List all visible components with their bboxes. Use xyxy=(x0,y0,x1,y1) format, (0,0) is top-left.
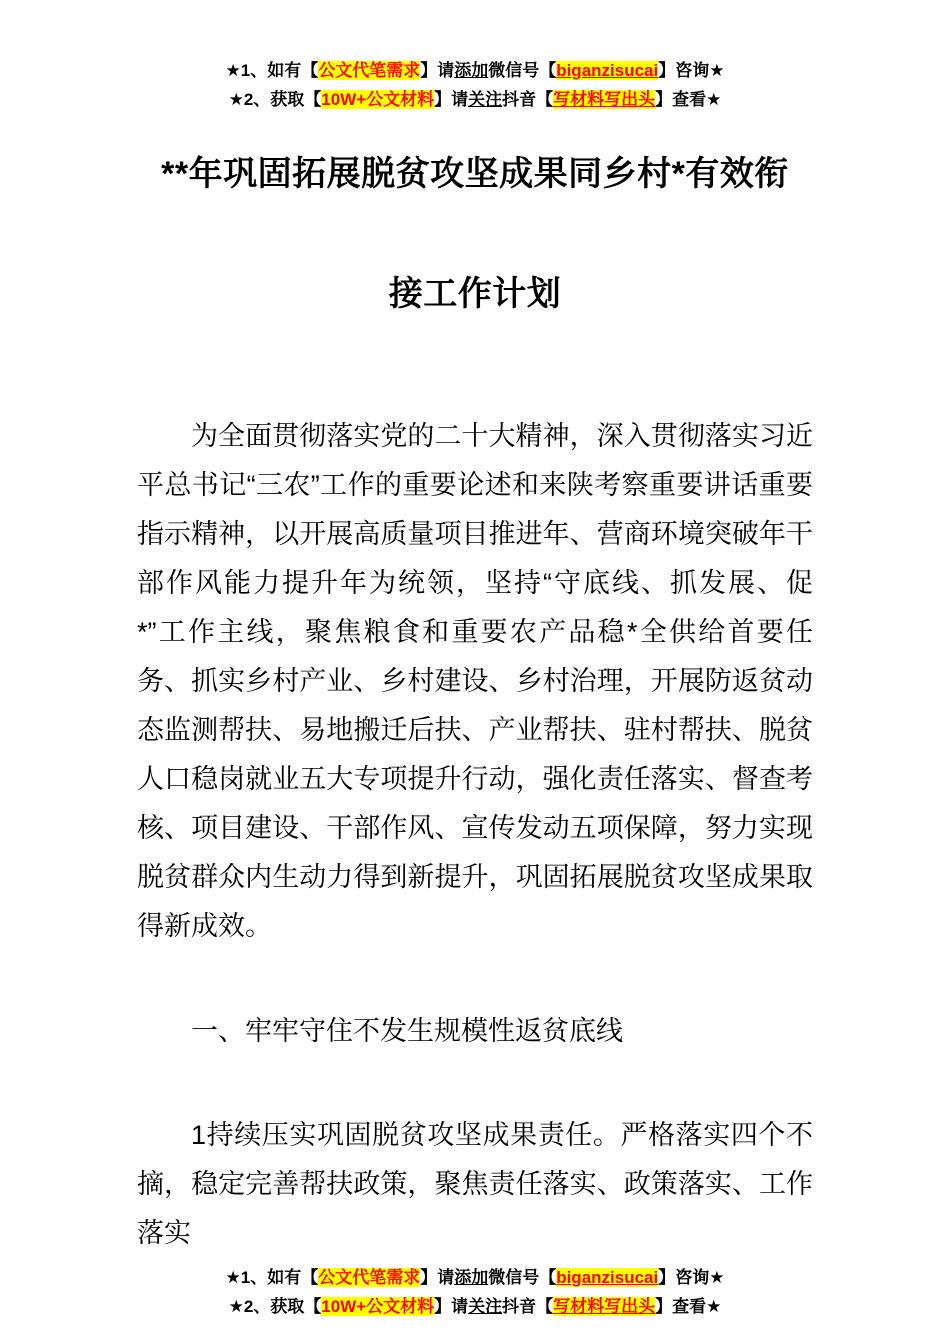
promo-text-segment: 抖音【 xyxy=(502,1297,554,1316)
promo-highlight: 公文代笔需求 xyxy=(318,1268,421,1287)
promo-text-segment: 微信号【 xyxy=(488,61,557,80)
promo-banner-bottom xyxy=(137,1263,813,1321)
promo-text-segment: 微信号【 xyxy=(488,1268,557,1287)
promo-line-2 xyxy=(137,1292,813,1321)
promo-text-segment: ★1、如有【 xyxy=(225,1268,319,1287)
body-paragraph-1: 为全面贯彻落实党的二十大精神，深入贯彻落实习近平总书记“三农”工作的重要论述和来陕考察重要讲话重要指示精神，以开展高质量项目推进年、营商环境突破年干部作风能力提升年为统领，坚持“守底线、抓发展、促*”工作主线，聚焦粮食和重要农产品稳*全供给首要任务、抓实乡村产业、乡村建设、乡村治理，开展防返贫动态监测帮扶、易地搬迁后扶、产业帮扶、驻村帮扶、脱贫人口稳岗就业五大专项提升行动，强化责任落实、督查考核、项目建设、干部作风、宣传发动五项保障，努力实现脱贫群众内生动力得到新提升，巩固拓展脱贫攻坚成果取得新成效。 xyxy=(137,421,813,941)
promo-text-segment: ★2、获取【 xyxy=(228,90,322,109)
promo-text-segment: 】请 xyxy=(434,1297,469,1316)
promo-line-2 xyxy=(137,85,813,114)
promo-highlight: 公文代笔需求 xyxy=(318,61,421,80)
promo-highlight-underlined: 写材料写出头 xyxy=(553,1297,656,1316)
promo-underlined-text: 关注 xyxy=(468,90,503,109)
document-title-line-2: 接工作计划 xyxy=(388,275,562,313)
body-paragraph-2: 1持续压实巩固脱贫攻坚成果责任。严格落实四个不摘，稳定完善帮扶政策，聚焦责任落实、政策落实、工作落实 xyxy=(137,1120,813,1248)
document-page xyxy=(137,0,813,1321)
promo-line-1 xyxy=(137,56,813,85)
promo-underlined-text: 添加 xyxy=(454,61,489,80)
promo-text-segment: 】请 xyxy=(420,1268,455,1287)
promo-text-segment: ★1、如有【 xyxy=(225,61,319,80)
document-title xyxy=(137,114,813,354)
promo-line-1 xyxy=(137,1263,813,1292)
promo-text-segment: 】咨询★ xyxy=(658,1268,725,1287)
promo-highlight-underlined: 写材料写出头 xyxy=(553,90,656,109)
promo-highlight-underlined: biganzisucai xyxy=(556,61,659,80)
promo-highlight: 10W+公文材料 xyxy=(321,1297,435,1316)
promo-text-segment: 】查看★ xyxy=(655,1297,722,1316)
promo-text-segment: 抖音【 xyxy=(502,90,554,109)
promo-highlight: 10W+公文材料 xyxy=(321,90,435,109)
promo-text-segment: 】查看★ xyxy=(655,90,722,109)
promo-text-segment: 】咨询★ xyxy=(658,61,725,80)
promo-text-segment: 】请 xyxy=(420,61,455,80)
document-title-line-1: **年巩固拓展脱贫攻坚成果同乡村*有效衔 xyxy=(161,155,789,193)
promo-highlight-underlined: biganzisucai xyxy=(556,1268,659,1287)
promo-banner-top xyxy=(137,0,813,114)
section-heading-1: 一、牢牢守住不发生规模性返贫底线 xyxy=(191,1016,623,1046)
promo-text-segment: ★2、获取【 xyxy=(228,1297,322,1316)
promo-text-segment: 】请 xyxy=(434,90,469,109)
promo-underlined-text: 关注 xyxy=(468,1297,503,1316)
promo-underlined-text: 添加 xyxy=(454,1268,489,1287)
